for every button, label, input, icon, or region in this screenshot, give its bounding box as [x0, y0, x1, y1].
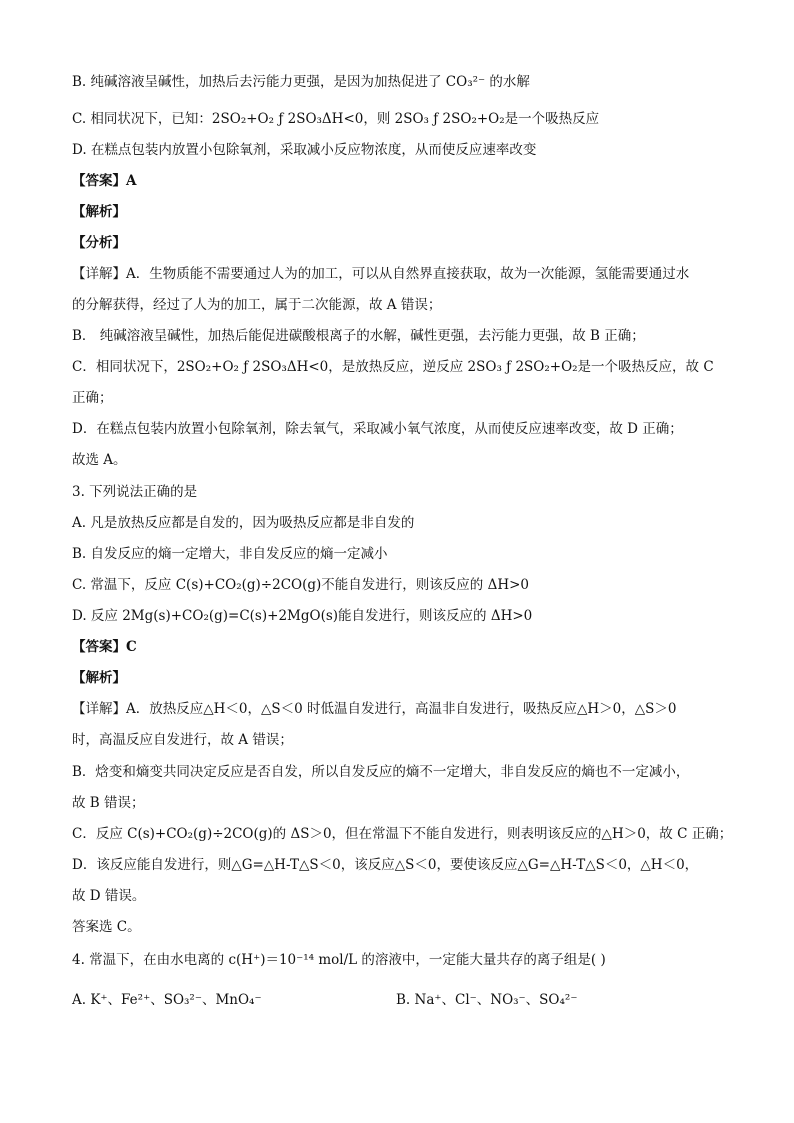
question-4-option-b: B. Na⁺、Cl⁻、NO₃⁻、SO₄²⁻: [396, 992, 578, 1008]
answer-heading: 【答案】C: [72, 639, 137, 655]
question-3-stem: 3. 下列说法正确的是: [72, 484, 198, 500]
text-line: C. 相同状况下，已知：2SO₂+O₂ ƒ 2SO₃ΔH<0，则 2SO₃ ƒ 2SO₂+O₂是一个吸热反应: [72, 111, 600, 127]
text-line: 答案选 C。: [72, 919, 141, 935]
analysis-sub-heading: 【分析】: [72, 235, 126, 251]
text-line: 的分解获得，经过了人为的加工，属于二次能源，故 A 错误；: [72, 297, 442, 313]
text-line: 故 D 错误。: [72, 888, 146, 904]
question-4-stem: 4. 常温下，在由水电离的 c(H⁺)＝10⁻¹⁴ mol/L 的溶液中，一定能大量共存的离子组是( ): [72, 952, 606, 968]
question-3-option-a: A. 凡是放热反应都是自发的，因为吸热反应都是非自发的: [72, 515, 415, 531]
text-line: D．该反应能自发进行，则△G=△H-T△S＜0，该反应△S＜0，要使该反应△G=△H-T△S＜0，△H＜0，: [72, 857, 699, 873]
analysis-heading: 【解析】: [72, 670, 126, 686]
text-line: D. 在糕点包装内放置小包除氧剂，采取减小反应物浓度，从而使反应速率改变: [72, 142, 537, 158]
answer-heading: 【答案】A: [72, 173, 137, 189]
text-line: 故 B 错误；: [72, 795, 145, 811]
text-line: 【详解】A．生物质能不需要通过人为的加工，可以从自然界直接获取，故为一次能源，氢能需要通过水: [72, 266, 690, 282]
question-3-option-c: C. 常温下，反应 C(s)+CO₂(g)÷2CO(g)不能自发进行，则该反应的 ΔH>0: [72, 577, 529, 593]
question-3-option-d: D. 反应 2Mg(s)+CO₂(g)=C(s)+2MgO(s)能自发进行，则该反应的 ΔH>0: [72, 608, 533, 624]
text-line: D．在糕点包装内放置小包除氧剂，除去氧气，采取减小氧气浓度，从而使反应速率改变，故 D 正确；: [72, 421, 683, 437]
text-line: B． 纯碱溶液呈碱性，加热后能促进碳酸根离子的水解，碱性更强，去污能力更强，故 B 正确；: [72, 328, 645, 344]
text-line: 时，高温反应自发进行，故 A 错误；: [72, 732, 293, 748]
question-3-option-b: B. 自发反应的熵一定增大，非自发反应的熵一定减小: [72, 546, 388, 562]
text-line: C．反应 C(s)+CO₂(g)÷2CO(g)的 ΔS＞0，但在常温下不能自发进行，则表明该反应的△H＞0，故 C 正确；: [72, 826, 733, 842]
analysis-heading: 【解析】: [72, 204, 126, 220]
text-line: 故选 A。: [72, 452, 127, 468]
text-line: B．焓变和熵变共同决定反应是否自发，所以自发反应的熵不一定增大，非自发反应的熵也不一定减小，: [72, 764, 690, 780]
question-4-option-a: A. K⁺、Fe²⁺、SO₃²⁻、MnO₄⁻: [72, 992, 262, 1008]
text-line: B. 纯碱溶液呈碱性，加热后去污能力更强，是因为加热促进了 CO₃²⁻ 的水解: [72, 74, 530, 90]
text-line: C．相同状况下，2SO₂+O₂ ƒ 2SO₃ΔH<0，是放热反应，逆反应 2SO₃ ƒ 2SO₂+O₂是一个吸热反应，故 C: [72, 359, 714, 375]
text-line: 【详解】A．放热反应△H＜0，△S＜0 时低温自发进行，高温非自发进行，吸热反应△H＞0，△S＞0: [72, 701, 677, 717]
text-line: 正确；: [72, 390, 113, 406]
